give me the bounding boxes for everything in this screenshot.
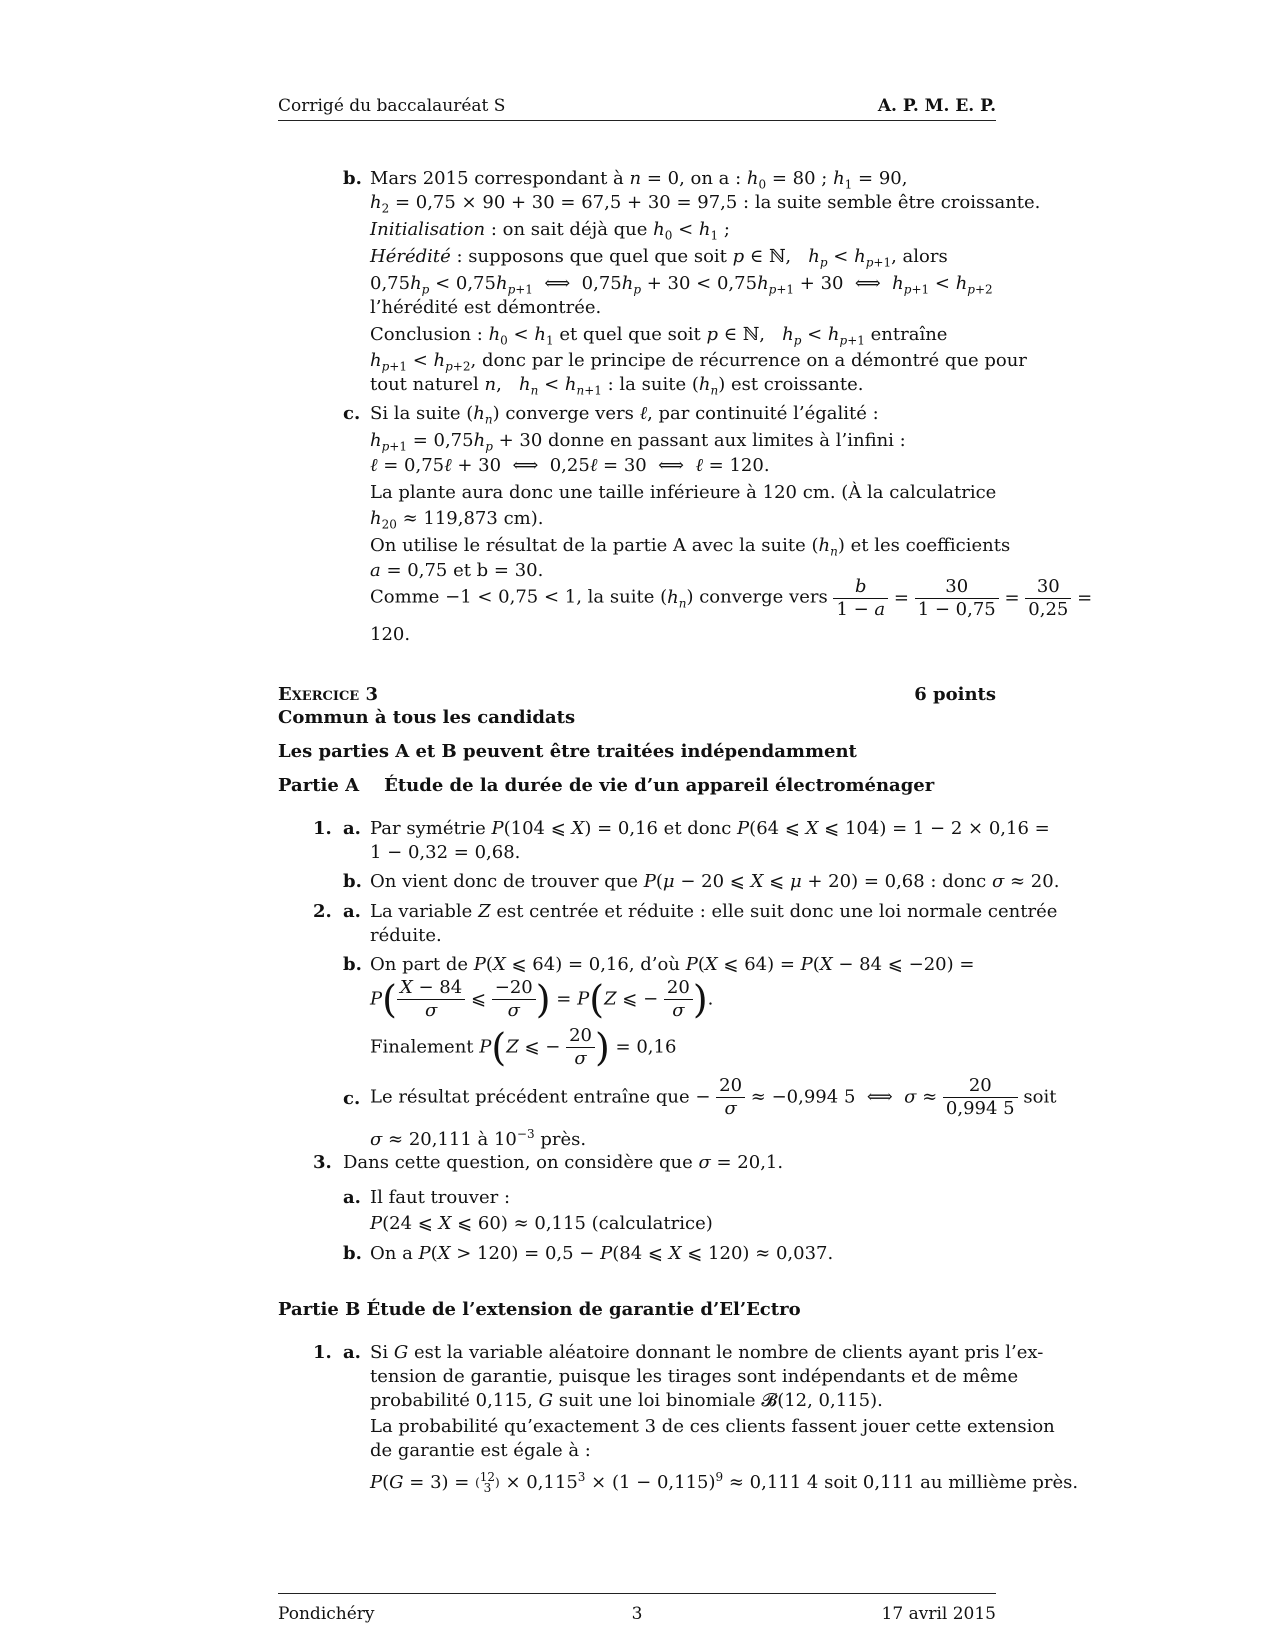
item-label: b. <box>343 168 362 189</box>
part-a-heading: Partie A Étude de la durée de vie d’un appareil électroménager <box>278 775 935 796</box>
text-line: 120. <box>370 624 411 645</box>
item-label: a. <box>343 1187 361 1208</box>
text-line: La variable Z est centrée et réduite : elle suit donc une loi normale centrée <box>370 901 1058 922</box>
item-label: b. <box>343 1243 362 1264</box>
header-left: Corrigé du baccalauréat S <box>278 96 506 116</box>
text-line: tension de garantie, puisque les tirages sont indépendants et de même <box>370 1366 1019 1387</box>
text-line: $h_2 = 0,75 \times 90 + 30 = 67,5 + 30 = 97,5$ : la suite semble être croissante. <box>370 192 1041 216</box>
exercise-points: 6 points <box>914 684 996 705</box>
item-label: c. <box>343 403 361 424</box>
text-line: 1 − 0,32 = 0,68. <box>370 842 521 863</box>
text-line: ℓ = 0,75ℓ + 30 ⟺ 0,25ℓ = 30 ⟺ ℓ = 120. <box>370 455 770 476</box>
text-line: réduite. <box>370 925 442 946</box>
page-header <box>278 96 996 121</box>
question-number: 1. <box>313 818 332 839</box>
formula-line: P(G = 3) = (12 3 ) × $0,115^3 \times (1 - 0,115)^9 \approx 0,111$ 4 soit 0,111 au millième près. <box>370 1470 1079 1495</box>
text-line: Hérédité : supposons que quel que soit p ∈ ℕ, $h_p < h_{p+1}$, alors <box>370 246 948 270</box>
question-number: 1. <box>313 1342 332 1363</box>
item-label: b. <box>343 954 362 975</box>
text-line: a = 0,75 et b = 30. <box>370 560 544 581</box>
text-line: Il faut trouver : <box>370 1187 511 1208</box>
footer-left: Pondichéry <box>278 1604 375 1624</box>
formula-line: Comme −1 < 0,75 < 1, la suite $(h_n)$ converge vers $\frac{b}{1 - a}$ = $\frac{30}{1 - 0,75}$ = $\frac{30}{0,25}$ = <box>370 576 1093 620</box>
item-label: b. <box>343 871 362 892</box>
formula-line: Le résultat précédent entraîne que − $\frac{20}{\sigma}$ ≈ −0,994 5 ⟺ σ ≈ $\frac{20}{0,994 5}$ soit <box>370 1075 1057 1119</box>
text-line: l’hérédité est démontrée. <box>370 297 602 318</box>
text-line: Dans cette question, on considère que σ = 20,1. <box>343 1152 784 1173</box>
item-label: a. <box>343 818 361 839</box>
text-line: La probabilité qu’exactement 3 de ces clients fassent jouer cette extension <box>370 1416 1055 1437</box>
exercise-note: Les parties A et B peuvent être traitées indépendamment <box>278 741 857 762</box>
text-line: On a P(X > 120) = 0,5 − P(84 ⩽ X ⩽ 120) ≈ 0,037. <box>370 1243 834 1264</box>
text-line: Par symétrie P(104 ⩽ X) = 0,16 et donc P(64 ⩽ X ⩽ 104) = 1 − 2 × 0,16 = <box>370 818 1050 839</box>
text-line: On vient donc de trouver que P(μ − 20 ⩽ X ⩽ μ + 20) = 0,68 : donc σ ≈ 20. <box>370 871 1060 892</box>
text-line: Si la suite $(h_n)$ converge vers ℓ, par continuité l’égalité : <box>370 403 879 427</box>
text-line: tout naturel n, $h_n < h_{n+1}$ : la suite $(h_n)$ est croissante. <box>370 374 864 398</box>
part-b-heading: Partie B Étude de l’extension de garantie d’El’Ectro <box>278 1299 801 1320</box>
text-line: Initialisation : on sait déjà que $h_0 < h_1$ ; <box>370 219 730 243</box>
text-line: Mars 2015 correspondant à n = 0, on a : $h_0 = 80$ ; $h_1 = 90$, <box>370 168 908 192</box>
item-label: a. <box>343 1342 361 1363</box>
question-number: 3. <box>313 1152 332 1173</box>
formula-line: P( $\frac{X - 84}{\sigma}$ ⩽ $\frac{-20}{\sigma}$ ) = P(Z ⩽ − $\frac{20}{\sigma}$ ). <box>370 977 714 1022</box>
item-label: c. <box>343 1088 361 1109</box>
text-line: $h_{p+1} = 0,75h_p + 30$ donne en passant aux limites à l’infini : <box>370 430 906 454</box>
text-line: $h_{20} \approx 119,873$ cm). <box>370 508 544 532</box>
item-label: a. <box>343 901 361 922</box>
text-line: On utilise le résultat de la partie A avec la suite $(h_n)$ et les coefficients <box>370 535 1011 559</box>
text-line: σ ≈ 20,111 à $10^{-3}$ près. <box>370 1127 587 1150</box>
formula-line: Finalement P(Z ⩽ − $\frac{20}{\sigma}$ ) = 0,16 <box>370 1025 677 1070</box>
text-line: de garantie est égale à : <box>370 1440 591 1461</box>
page-number: 3 <box>631 1604 643 1624</box>
text-line: Conclusion : $h_0 < h_1$ et quel que soit p ∈ ℕ, $h_p < h_{p+1}$ entraîne <box>370 324 948 348</box>
exercise-subtitle: Commun à tous les candidats <box>278 707 576 728</box>
text-line: On part de P(X ⩽ 64) = 0,16, d’où P(X ⩽ 64) = P(X − 84 ⩽ −20) = <box>370 954 975 975</box>
text-line: $0,75h_p < 0,75h_{p+1}$ ⟺ $0,75h_p + 30 < 0,75h_{p+1} + 30$ ⟺ $h_{p+1} < h_{p+2}$ <box>370 273 993 297</box>
text-line: P(24 ⩽ X ⩽ 60) ≈ 0,115 (calculatrice) <box>370 1213 713 1234</box>
header-right: A. P. M. E. P. <box>877 96 996 116</box>
text-line: probabilité 0,115, G suit une loi binomiale 𝓑(12, 0,115). <box>370 1390 883 1411</box>
page-footer <box>278 1593 996 1627</box>
exercise-title: Exercice 3 <box>278 684 378 705</box>
footer-right: 17 avril 2015 <box>881 1604 996 1624</box>
question-number: 2. <box>313 901 332 922</box>
text-line: $h_{p+1} < h_{p+2}$, donc par le principe de récurrence on a démontré que pour <box>370 350 1027 374</box>
text-line: Si G est la variable aléatoire donnant le nombre de clients ayant pris l’ex- <box>370 1342 1044 1363</box>
text-line: La plante aura donc une taille inférieure à 120 cm. (À la calculatrice <box>370 482 997 503</box>
